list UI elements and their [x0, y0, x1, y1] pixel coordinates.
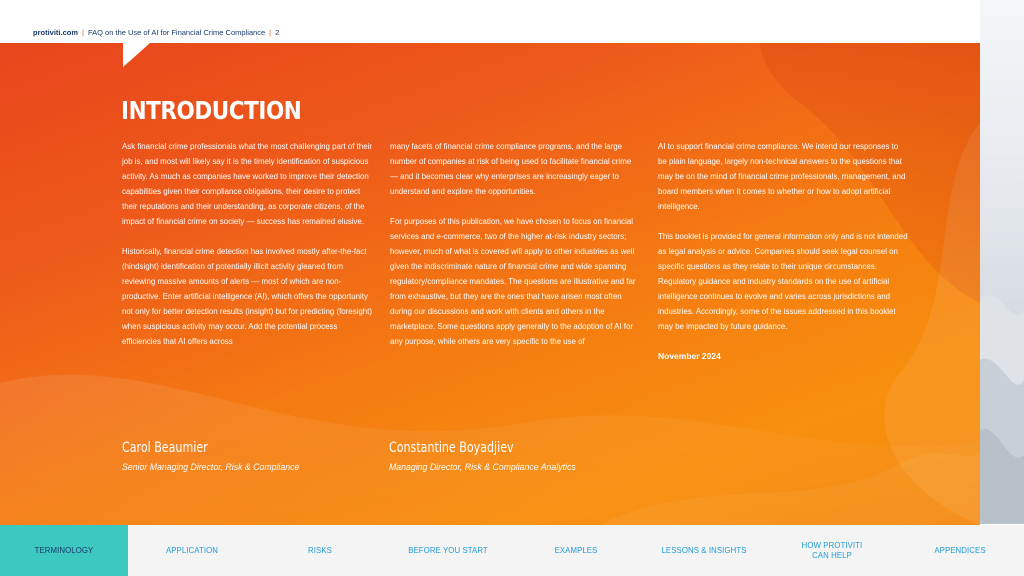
author-role: Managing Director, Risk & Compliance Analytics: [389, 462, 576, 473]
wave-graphic: [980, 0, 1024, 524]
text-column-2: [390, 139, 640, 364]
page-title: INTRODUCTION: [121, 96, 302, 125]
paragraph: Ask financial crime professionals what the most challenging part of their job is, and most will likely say it is the timely identification of suspicious activity. As much as companies have worked to improve their detection capabilities given their compliance obligations, their desire to protect their reputations and their understanding, as corporate citizens, of the impact of financial crime on society — success has remained elusive.: [122, 142, 372, 226]
header-notch: [123, 43, 150, 67]
nav-tab-lessons-insights[interactable]: LESSONS & INSIGHTS: [661, 545, 747, 555]
author-name: Carol Beaumier: [122, 440, 208, 456]
separator: |: [269, 28, 272, 37]
author-block: [122, 440, 315, 473]
nav-tab-risks[interactable]: RISKS: [308, 545, 332, 555]
nav-tab-examples[interactable]: EXAMPLES: [554, 545, 598, 555]
nav-tab-appendices[interactable]: APPENDICES: [934, 545, 986, 555]
paragraph: Historically, financial crime detection has involved mostly after-the-fact (hindsight) identification of potentially illicit activity gleaned from reviewing massive amounts of alerts — most of which are non-productive. Enter artificial intelligence (AI), which offers the opportunity not only for better detection results (insight) but for predicting (foresight) when suspicious activity may occur. Add the potential process efficiencies that AI offers across: [122, 247, 372, 346]
bottom-navigation: [0, 525, 1024, 576]
author-block: [389, 440, 592, 473]
paragraph: This booklet is provided for general information only and is not intended as legal analysis or advice. Companies should seek legal counsel on specific questions as they relate to their unique circumstances. Regulatory guidance and industry standards on the use of artificial intelligence continues to evolve and varies across jurisdictions and industries. Accordingly, some of the issues addressed in this booklet may be impacted by future guidance.: [658, 232, 908, 331]
publication-date: November 2024: [658, 351, 721, 361]
nav-tab-application[interactable]: APPLICATION: [165, 545, 219, 555]
brand-link[interactable]: protiviti.com: [33, 28, 79, 37]
paragraph: For purposes of this publication, we have chosen to focus on financial services and e-commerce, two of the higher at-risk industry sectors; however, much of what is covered will apply to other industries as well given the indiscriminate nature of financial crime and wide spanning regulatory/compliance mandates. The questions are illustrative and far from exhaustive, but they are the ones that have arisen most often during our discussions and work with clients and others in the marketplace. Some questions apply generally to the adoption of AI for any purpose, while others are very specific to the use of: [390, 217, 636, 346]
paragraph: AI to support financial crime compliance. We intend our responses to be plain language, largely non-technical answers to the questions that may be on the mind of financial crime professionals, management, and board members when it comes to whether or how to adopt artificial intelligence.: [658, 142, 906, 211]
author-role: Senior Managing Director, Risk & Compliance: [122, 462, 300, 473]
text-column-1: [122, 139, 372, 364]
document-title: FAQ on the Use of AI for Financial Crime Compliance: [87, 28, 266, 37]
decorative-waves-right: [980, 0, 1024, 524]
nav-label-line: CAN HELP: [812, 550, 852, 560]
page-header: [0, 0, 1024, 43]
nav-tab-terminology[interactable]: TERMINOLOGY: [0, 525, 128, 576]
separator: |: [82, 28, 84, 37]
nav-label-line: HOW PROTIVITI: [801, 540, 863, 550]
paragraph: many facets of financial crime compliance programs, and the large number of companies at risk of being used to facilitate financial crime — and it becomes clear why enterprises are increasingly eager to understand and explore the opportunities.: [390, 142, 632, 196]
nav-tab-how-protiviti-can-help[interactable]: [768, 525, 896, 576]
author-name: Constantine Boyadjiev: [389, 440, 514, 456]
text-column-3: [658, 139, 908, 379]
nav-tab-before-you-start[interactable]: BEFORE YOU START: [408, 545, 488, 555]
header-breadcrumb: [33, 28, 279, 37]
page-number: 2: [275, 28, 280, 37]
